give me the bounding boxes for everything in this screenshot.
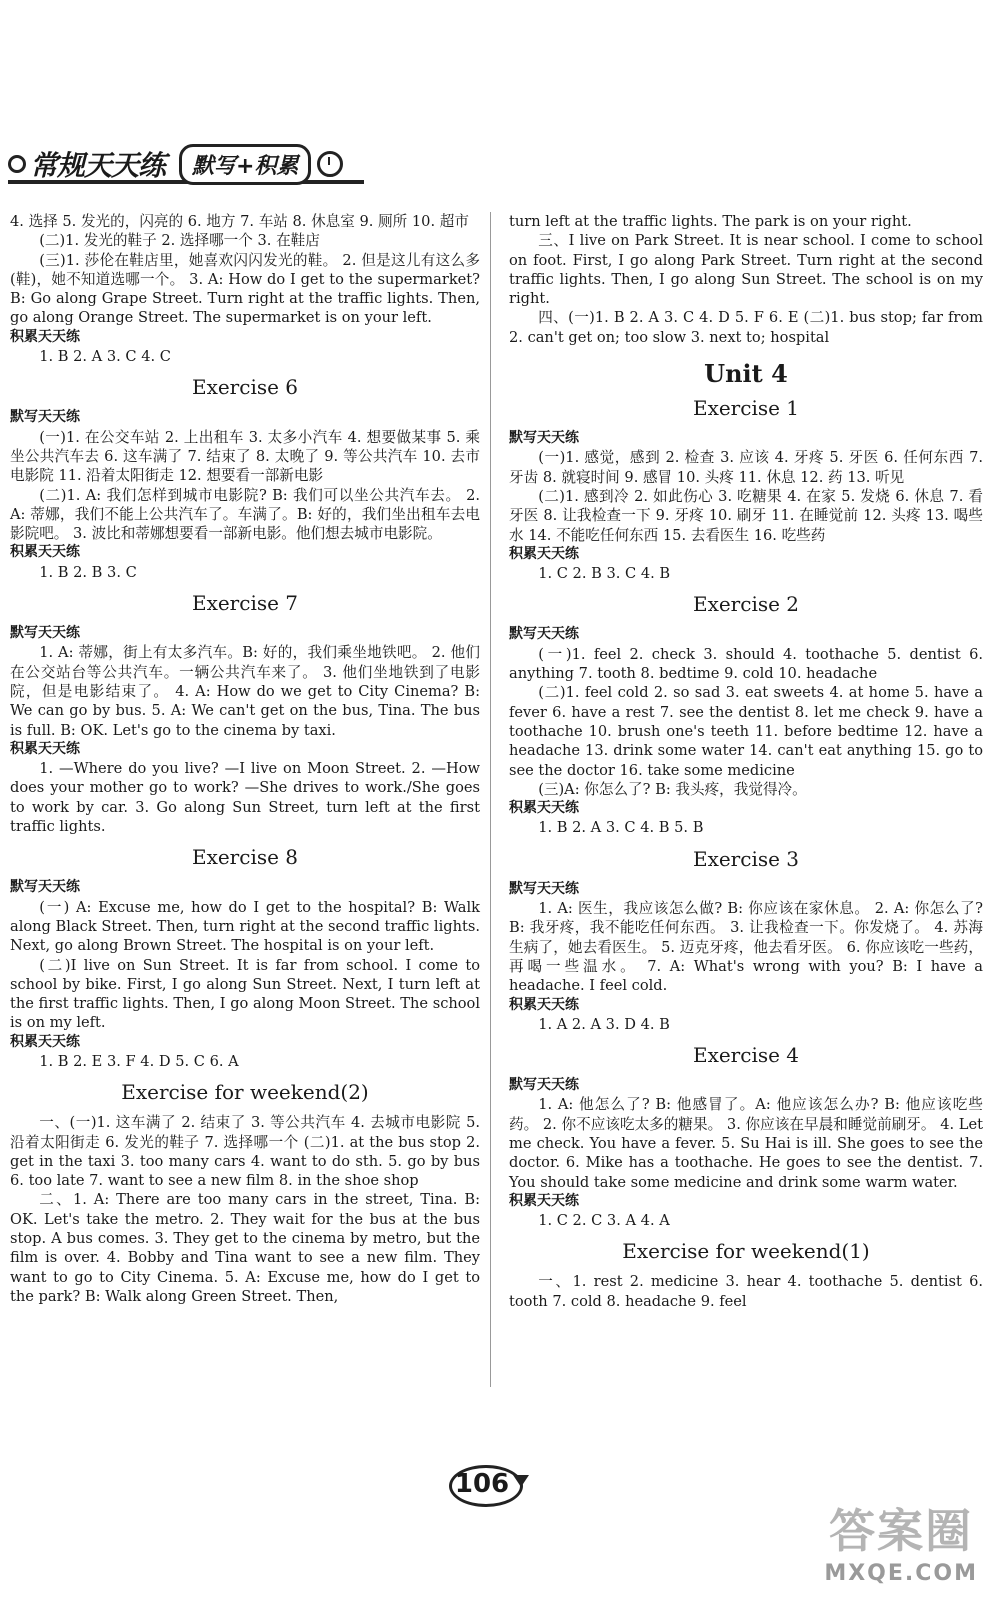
answer-text: (二)1. 发光的鞋子 2. 选择哪一个 3. 在鞋店	[39, 232, 320, 250]
section-heading: 默写天天练	[10, 409, 80, 426]
arrow-down-icon	[513, 1475, 529, 1487]
watermark-logo	[824, 1495, 978, 1586]
answer-text: (一) A: Excuse me, how do I get to the hospital? B: Walk along Black Street. Then, turn right at the second traffic lights. Next, go along Brown Street. The hospital is on your left.	[10, 898, 480, 955]
answer-text: 1. A: 他怎么了? B: 他感冒了。A: 他应该怎么办? B: 他应该吃些药。 2. 你不应该吃太多的糖果。 3. 你应该在早晨和睡觉前刷牙。 4. Let me check. You have a fever. 5. Su Hai is ill. She goes to see the doctor. 6. Mike has a toothache. He goes to see the dentist. 7. You should take some medicine and drink some warm water.	[509, 1096, 983, 1191]
answer-text: (二)1. 感到冷 2. 如此伤心 3. 吃糖果 4. 在家 5. 发烧 6. 休息 7. 看牙医 8. 让我检查一下 9. 牙疼 10. 刷牙 11. 在睡觉前 12. 头疼 13. 喝些水 14. 不能吃任何东西 15. 去看医生 16. 吃些药	[509, 487, 983, 544]
exercise-title: Exercise 4	[692, 1043, 800, 1068]
section-heading: 积累天天练	[509, 800, 579, 817]
section-heading: 默写天天练	[10, 625, 80, 642]
section-heading: 默写天天练	[509, 1077, 579, 1094]
bullet-icon	[8, 155, 26, 173]
clock-icon	[317, 151, 343, 177]
section-heading: 积累天天练	[509, 545, 579, 562]
answer-text: 1. C 2. C 3. A 4. A	[538, 1212, 670, 1230]
exercise-title: Exercise 3	[692, 846, 800, 871]
section-heading: 积累天天练	[10, 1033, 80, 1050]
answer-text: (三)A: 你怎么了? B: 我头疼，我觉得冷。	[538, 780, 807, 798]
answer-text: 一、(一)1. 这车满了 2. 结束了 3. 等公共汽车 4. 去城市电影院 5. 沿着太阳街走 6. 发光的鞋子 7. 选择哪一个 (二)1. at the bus stop 2. get in the taxi 3. too many cars 4. want to do sth. 5. go by bus 6. too late 7. want to see a new film 8. in the shoe shop	[10, 1114, 480, 1190]
answer-text: 一、1. rest 2. medicine 3. hear 4. toothache 5. dentist 6. tooth 7. cold 8. headache 9. feel	[509, 1273, 983, 1310]
answer-text: 1. A 2. A 3. D 4. B	[538, 1015, 670, 1033]
page-number-text: 106	[454, 1469, 510, 1499]
banner-title: 常规天天练	[30, 149, 166, 182]
answer-text: 1. B 2. A 3. C 4. C	[39, 348, 171, 366]
answer-text: 1. A: 蒂娜，街上有太多汽车。B: 好的，我们乘坐地铁吧。 2. 他们在公交站台等公共汽车。一辆公共汽车来了。 3. 他们坐地铁到了电影院，但是电影结束了。 4. A: How do we get to City Cinema? B: We can go by bus. 5. A: We can't get on the bus, Tina. The bus is full. B: OK. Let's go to the cinema by taxi.	[10, 644, 480, 739]
section-heading: 默写天天练	[509, 430, 579, 447]
section-heading: 默写天天练	[10, 879, 80, 896]
exercise-title: Exercise 6	[191, 375, 299, 400]
banner-subtitle: 默写+积累	[179, 144, 311, 185]
answer-text: 三、I live on Park Street. It is near school. I come to school on foot. First, I go along Park Street. Turn right at the second traffic lights. Then, I go along Sun Street. The school is on my right.	[509, 232, 983, 308]
answer-text: 1. B 2. E 3. F 4. D 5. C 6. A	[39, 1052, 239, 1070]
section-heading: 积累天天练	[509, 996, 579, 1013]
unit-title: Unit 4	[704, 359, 788, 389]
answer-text: 1. B 2. A 3. C 4. B 5. B	[538, 819, 704, 837]
section-heading: 积累天天练	[509, 1192, 579, 1209]
answer-text: 4. 选择 5. 发光的，闪亮的 6. 地方 7. 车站 8. 休息室 9. 厕所 10. 超市	[10, 213, 469, 230]
section-banner	[8, 142, 364, 186]
exercise-title: Exercise 1	[692, 396, 800, 421]
answer-text: (一)1. feel 2. check 3. should 4. toothache 5. dentist 6. anything 7. tooth 8. bedtime 9. cold 10. headache	[509, 645, 983, 683]
answer-text: 1. B 2. B 3. C	[39, 563, 137, 581]
column-divider	[490, 212, 491, 1387]
answer-text: 1. —Where do you live? —I live on Moon Street. 2. —How does your mother go to work? —She drives to work./She goes to work by car. 3. Go along Sun Street, turn left at the first traffic lights.	[10, 760, 480, 836]
watermark-en: MXQE.COM	[824, 1561, 978, 1586]
answer-text: (二)1. A: 我们怎样到城市电影院? B: 我们可以坐公共汽车去。 2. A: 蒂娜，我们不能上公共汽车了。车满了。B: 好的，我们坐出租车去电影院吧。 3. 波比和蒂娜想要看一部新电影。他们想去城市电影院。	[10, 486, 480, 543]
right-column	[509, 212, 983, 1311]
answer-text: (一)1. 在公交车站 2. 上出租车 3. 太多小汽车 4. 想要做某事 5. 乘坐公共汽车去 6. 这车满了 7. 结束了 8. 太晚了 9. 等公共汽车 10. 去市电影院 11. 沿着太阳街走 12. 想要看一部新电影	[10, 428, 480, 485]
answer-text: (二)1. feel cold 2. so sad 3. eat sweets 4. at home 5. have a fever 6. have a rest 7. see the dentist 8. let me check 9. have a toothache 10. brush one's teeth 11. before bedtime 12. have a headache 13. drink some water 14. can't eat anything 15. go to see the doctor 16. take some medicine	[509, 684, 983, 779]
section-heading: 默写天天练	[509, 880, 579, 897]
answer-text: 四、(一)1. B 2. A 3. C 4. D 5. F 6. E (二)1. bus stop; far from 2. can't get on; too slow 3. next to; hospital	[509, 309, 983, 346]
page-number	[447, 1463, 537, 1505]
left-column	[10, 212, 480, 1306]
section-heading: 积累天天练	[10, 328, 80, 345]
exercise-title: Exercise 7	[191, 591, 299, 616]
exercise-title: Exercise for weekend(1)	[622, 1239, 870, 1264]
exercise-title: Exercise for weekend(2)	[121, 1080, 369, 1105]
answer-text: (二)I live on Sun Street. It is far from school. I come to school by bike. First, I go along Sun Street. Next, I turn left at the first traffic lights. Then, I go along Moon Street. The school is on my left.	[10, 956, 481, 1032]
watermark-cn: 答案圈	[829, 1504, 974, 1558]
answer-text: (三)1. 莎伦在鞋店里，她喜欢闪闪发光的鞋。 2. 但是这儿有这么多(鞋)，她不知道选哪一个。 3. A: How do I get to the supermarket? B: Go along Grape Street. Turn right at the traffic lights. Then, go along Orange Street. The supermarket is on your left.	[10, 251, 480, 327]
answer-text: (一)1. 感觉，感到 2. 检查 3. 应该 4. 牙疼 5. 牙医 6. 任何东西 7. 牙齿 8. 就寝时间 9. 感冒 10. 头疼 11. 休息 12. 药 13. 听见	[509, 449, 983, 486]
section-heading: 积累天天练	[10, 544, 80, 561]
answer-text: 1. A: 医生，我应该怎么做? B: 你应该在家休息。 2. A: 你怎么了? B: 我牙疼，我不能吃任何东西。 3. 让我检查一下。你发烧了。 4. 苏海生病了，她去看医生。 5. 迈克牙疼，他去看牙医。 6. 你应该吃一些药，再喝一些温水。 7. A: What's wrong with you? B: I have a headache. I feel cold.	[509, 900, 983, 995]
section-heading: 积累天天练	[10, 740, 80, 757]
answer-text: 1. C 2. B 3. C 4. B	[538, 565, 671, 583]
answer-text: turn left at the traffic lights. The park is on your right.	[509, 213, 912, 230]
section-heading: 默写天天练	[509, 626, 579, 643]
exercise-title: Exercise 2	[692, 592, 800, 617]
answer-text: 二、1. A: There are too many cars in the street, Tina. B: OK. Let's take the metro. 2. They wait for the bus at the bus stop. A bus comes. 3. They get to the cinema by metro, but the film is over. 4. Bobby and Tina want to see a new film. They want to go to City Cinema. 5. A: Excuse me, how do I get to the park? B: Walk along Green Street. Then,	[10, 1191, 480, 1305]
exercise-title: Exercise 8	[191, 845, 299, 870]
